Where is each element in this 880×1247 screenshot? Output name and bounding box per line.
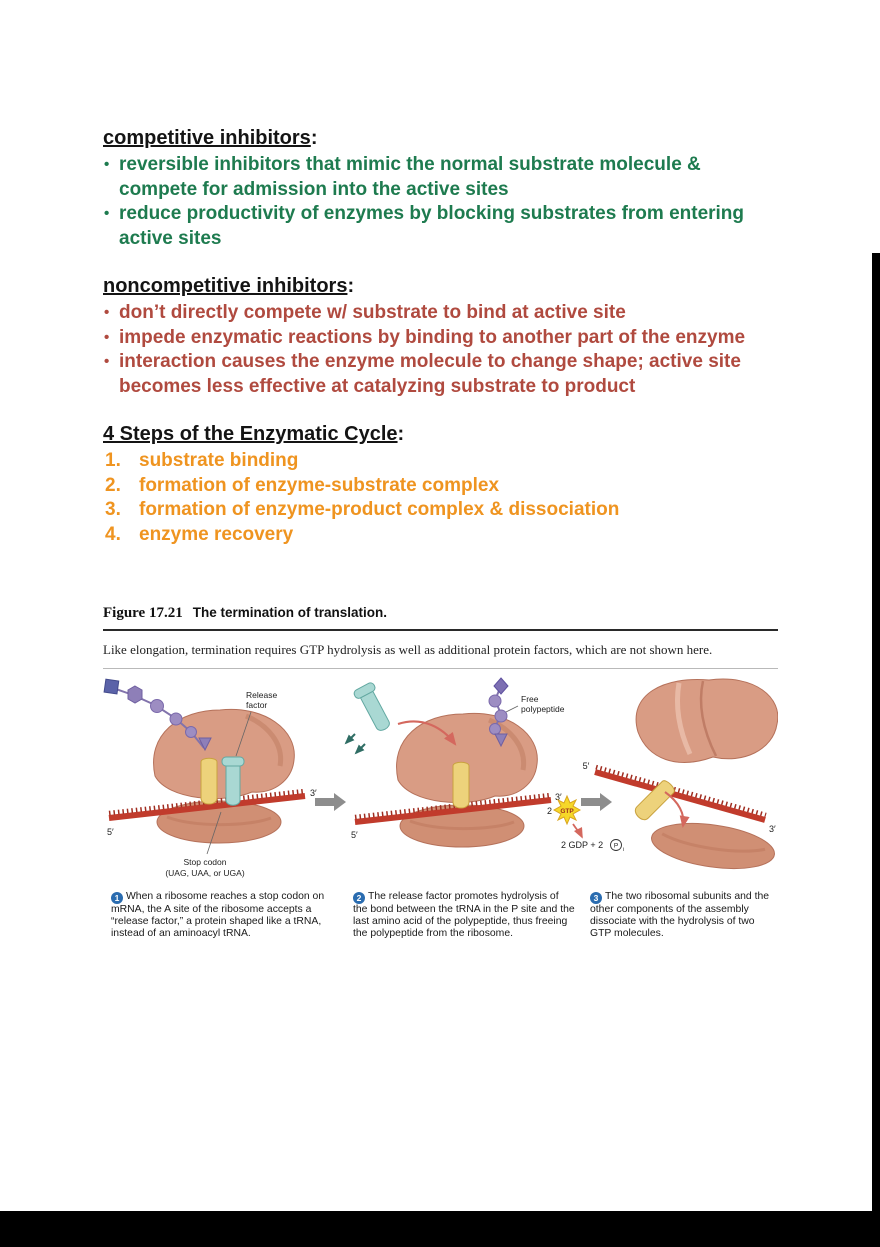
- p-site-trna-2: [453, 762, 469, 808]
- step-2-badge: 2: [353, 892, 365, 904]
- free-polypeptide-label: Free: [521, 694, 539, 704]
- heading-colon: :: [397, 423, 405, 445]
- figure-rule-top: [103, 629, 778, 631]
- five-prime-label-2: 5′: [351, 830, 358, 840]
- three-prime-label-1: 3′: [310, 788, 317, 798]
- enzymatic-cycle-list: [103, 449, 793, 547]
- release-factor-label: Release: [246, 690, 278, 700]
- mrna-3: [595, 767, 766, 820]
- figure-step-1: [111, 891, 331, 940]
- stop-codon-label: Stop codon: [183, 857, 227, 867]
- figure-title: The termination of translation.: [192, 605, 387, 620]
- phosphate-subscript: i: [623, 847, 625, 853]
- heading-colon: :: [347, 275, 355, 297]
- cycle-step: formation of enzyme-product complex & dissociation: [139, 499, 620, 520]
- free-polypeptide-pointer-line: [506, 706, 518, 712]
- five-prime-label-3: 5′: [582, 761, 590, 771]
- page-footer-bar: [0, 1211, 880, 1247]
- free-polypeptide-label-2: polypeptide: [521, 704, 565, 714]
- step-1-text: When a ribosome reaches a stop codon on mRNA, the A site of the ribosome accepts a “release factor,” a protein shaped like a tRNA, instead of an aminoacyl tRNA.: [111, 891, 325, 939]
- motion-arrow: [356, 744, 365, 753]
- bullet-item: • don’t directly compete w/ substrate to bind at active site: [103, 301, 753, 326]
- gtp-label: GTP: [560, 808, 574, 815]
- small-subunit-3: [649, 817, 778, 876]
- stop-codon-codes-label: (UAG, UAA, or UGA): [165, 868, 245, 878]
- hydrolysis-arrow: [573, 824, 582, 837]
- heading-text: 4 Steps of the Enzymatic Cycle: [103, 423, 398, 445]
- large-subunit-3: [636, 679, 778, 762]
- heading-enzymatic-cycle: [103, 423, 793, 446]
- page-right-edge: [872, 253, 880, 1211]
- figure-step-3: [590, 891, 775, 940]
- heading-text: competitive inhibitors: [103, 127, 311, 149]
- figure-rule-mid: [103, 668, 778, 669]
- three-prime-label-3: 3′: [769, 824, 776, 834]
- gtp-burst: [554, 796, 580, 824]
- heading-competitive-inhibitors: [103, 127, 793, 150]
- bullet-item: • interaction causes the enzyme molecule to change shape; active site becomes less effective at catalyzing substrate to product: [103, 350, 753, 399]
- figure-step-captions: [103, 891, 778, 971]
- section-competitive-inhibitors: [103, 127, 793, 251]
- gtp-coefficient-label: 2: [547, 806, 553, 816]
- p-site-trna-1: [201, 758, 217, 804]
- noncompetitive-bullet-list: [103, 301, 793, 399]
- panel-2-hydrolysis-release: [346, 678, 565, 847]
- panel-1-ribosome-at-stop-codon: [104, 679, 317, 878]
- five-prime-label-1: 5′: [107, 827, 114, 837]
- section-noncompetitive-inhibitors: [103, 275, 793, 399]
- cycle-step: substrate binding: [139, 450, 299, 471]
- step-3-text: The two ribosomal subunits and the other components of the assembly dissociate with the hydrolysis of two GTP molecules.: [590, 891, 770, 939]
- section-enzymatic-cycle: [103, 423, 793, 547]
- three-prime-label-2: 3′: [555, 792, 562, 802]
- cycle-step: formation of enzyme-substrate complex: [139, 474, 500, 496]
- phosphate-label: P: [613, 842, 619, 850]
- bullet-item: • impede enzymatic reactions by binding to another part of the enzyme: [103, 326, 753, 351]
- step-3-badge: 3: [590, 892, 602, 904]
- release-factor-leaving: [353, 681, 395, 734]
- termination-of-translation-diagram: [103, 674, 778, 886]
- release-factor-label-2: factor: [246, 700, 268, 710]
- competitive-bullet-list: [103, 153, 793, 251]
- cycle-step: enzyme recovery: [139, 523, 294, 545]
- bullet-item: • reduce productivity of enzymes by blocking substrates from entering active sites: [103, 202, 753, 251]
- heading-noncompetitive-inhibitors: [103, 275, 793, 298]
- step-2-text: The release factor promotes hydrolysis of the bond between the tRNA in the P site and the last amino acid of the polypeptide, thus freeing the polypeptide from the ribosome.: [353, 891, 575, 939]
- gdp-product-label: [561, 840, 624, 854]
- heading-text: noncompetitive inhibitors: [103, 275, 348, 297]
- figure-17-21: [103, 605, 778, 971]
- motion-arrow: [346, 734, 355, 743]
- panel-3-dissociation: [547, 679, 778, 875]
- note-sheet: [103, 127, 793, 971]
- figure-number: Figure 17.21: [103, 605, 183, 621]
- step-arrow-1: [315, 793, 346, 811]
- heading-colon: :: [310, 127, 318, 149]
- step-1-badge: 1: [111, 892, 123, 904]
- figure-header: [103, 605, 778, 622]
- figure-intro-caption: Like elongation, termination requires GTP hydrolysis as well as additional protein factors, which are not shown here.: [103, 642, 713, 657]
- step-arrow-2: [581, 793, 612, 811]
- gdp-text: 2 GDP + 2: [561, 840, 604, 850]
- figure-step-2: [353, 891, 575, 940]
- bullet-item: • reversible inhibitors that mimic the normal substrate molecule & compete for admission into the active sites: [103, 153, 753, 202]
